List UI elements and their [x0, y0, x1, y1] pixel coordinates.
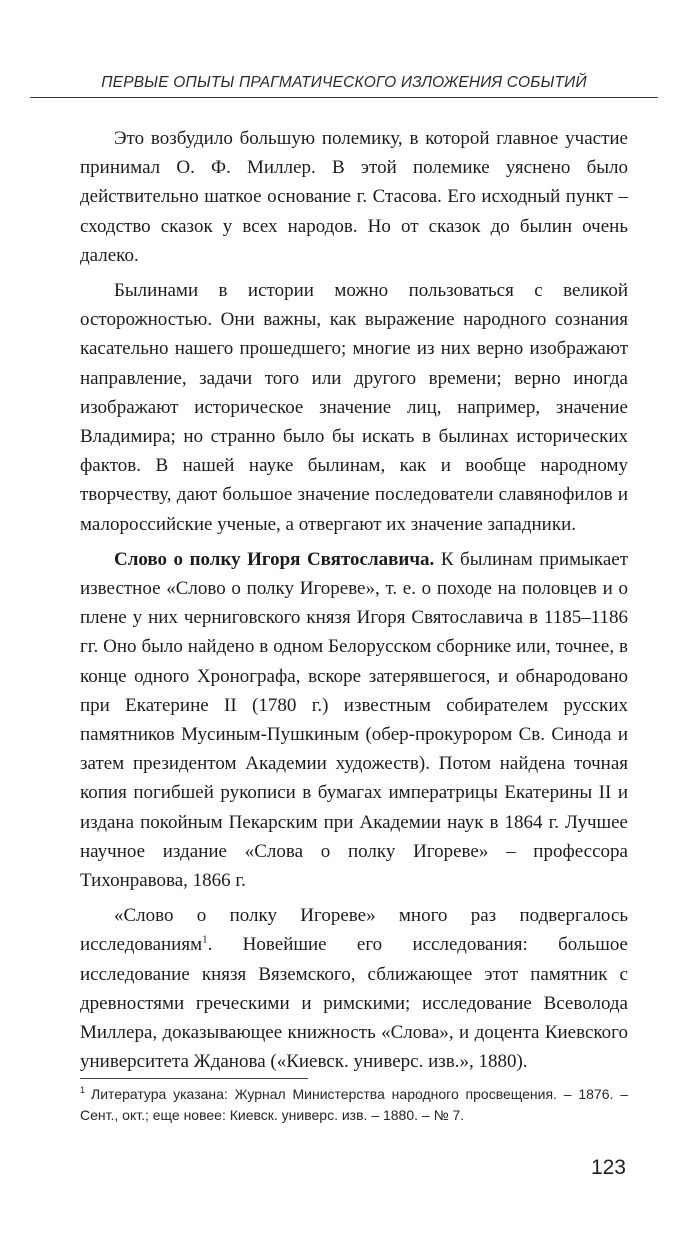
- paragraph-3-text: К былинам примыкает известное «Слово о полку Игореве», т. е. о походе на половцев и о плене у них черниговского князя Игоря Святославича в 1185–1186 гг. Оно было найдено в одном Белорусском сборнике или, точнее, в конце одного Хронографа, вскоре затерявшегося, и обнародовано при Екатерине II (1780 г.) известным собирателем русских памятников Мусиным-Пушкиным (обер-прокурором Св. Синода и затем президентом Академии художеств). Потом найдена точная копия погибшей рукописи в бумагах императрицы Екатерины II и издана покойным Пекарским при Академии наук в 1864 г. Лучшее научное издание «Слова о полку Игореве» – профессора Тихонравова, 1866 г.: [80, 548, 628, 892]
- footnote-rule: [80, 1078, 308, 1079]
- paragraph-4-text-b: . Новейшие его исследования: большое исследование князя Вяземского, сближающее этот памятник с древностями греческими и римскими; исследование Всеволода Миллера, доказывающее книжность «Слова», и доцента Киевского университета Жданова («Киевск. универс. изв.», 1880).: [80, 934, 628, 1073]
- page-number: 123: [590, 1156, 626, 1179]
- footnote-text: Литература указана: Журнал Министерства народного просвещения. – 1876. – Сент., окт.; еще новее: Киевск. универс. изв. – 1880. – № 7.: [80, 1086, 628, 1123]
- footnote-reference: 1: [202, 934, 208, 947]
- paragraph-1: Это возбудило большую полемику, в которой главное участие принимал О. Ф. Миллер. В этой полемике уяснено было действительно шаткое основание г. Стасова. Его исходный пункт – сходство сказок у всех народов. Но от сказок до былин очень далеко.: [80, 128, 628, 266]
- running-head: ПЕРВЫЕ ОПЫТЫ ПРАГМАТИЧЕСКОГО ИЗЛОЖЕНИЯ СОБЫТИЙ: [101, 74, 587, 91]
- header-rule: [30, 97, 658, 98]
- paragraph-2: Былинами в истории можно пользоваться с великой осторожностью. Они важны, как выражение народного сознания касательно нашего прошедшего; многие из них верно изображают направление, задачи того или другого времени; верно иногда изображают историческое значение лиц, например, значение Владимира; но странно было бы искать в былинах исторических фактов. В нашей науке былинам, как и вообще народному творчеству, дают большое значение последователи славянофилов и малороссийские ученые, а отвергают их значение западники.: [80, 280, 628, 535]
- body-text: [80, 124, 628, 1077]
- section-heading: Слово о полку Игоря Святославича.: [114, 548, 435, 570]
- footnote: [80, 1084, 628, 1126]
- paragraph-3: [80, 545, 628, 895]
- footnote-marker: 1: [80, 1085, 86, 1096]
- paragraph-4: [80, 901, 628, 1076]
- paragraph-4-text-a: «Слово о полку Игореве» много раз подвергалось исследованиям: [80, 905, 628, 956]
